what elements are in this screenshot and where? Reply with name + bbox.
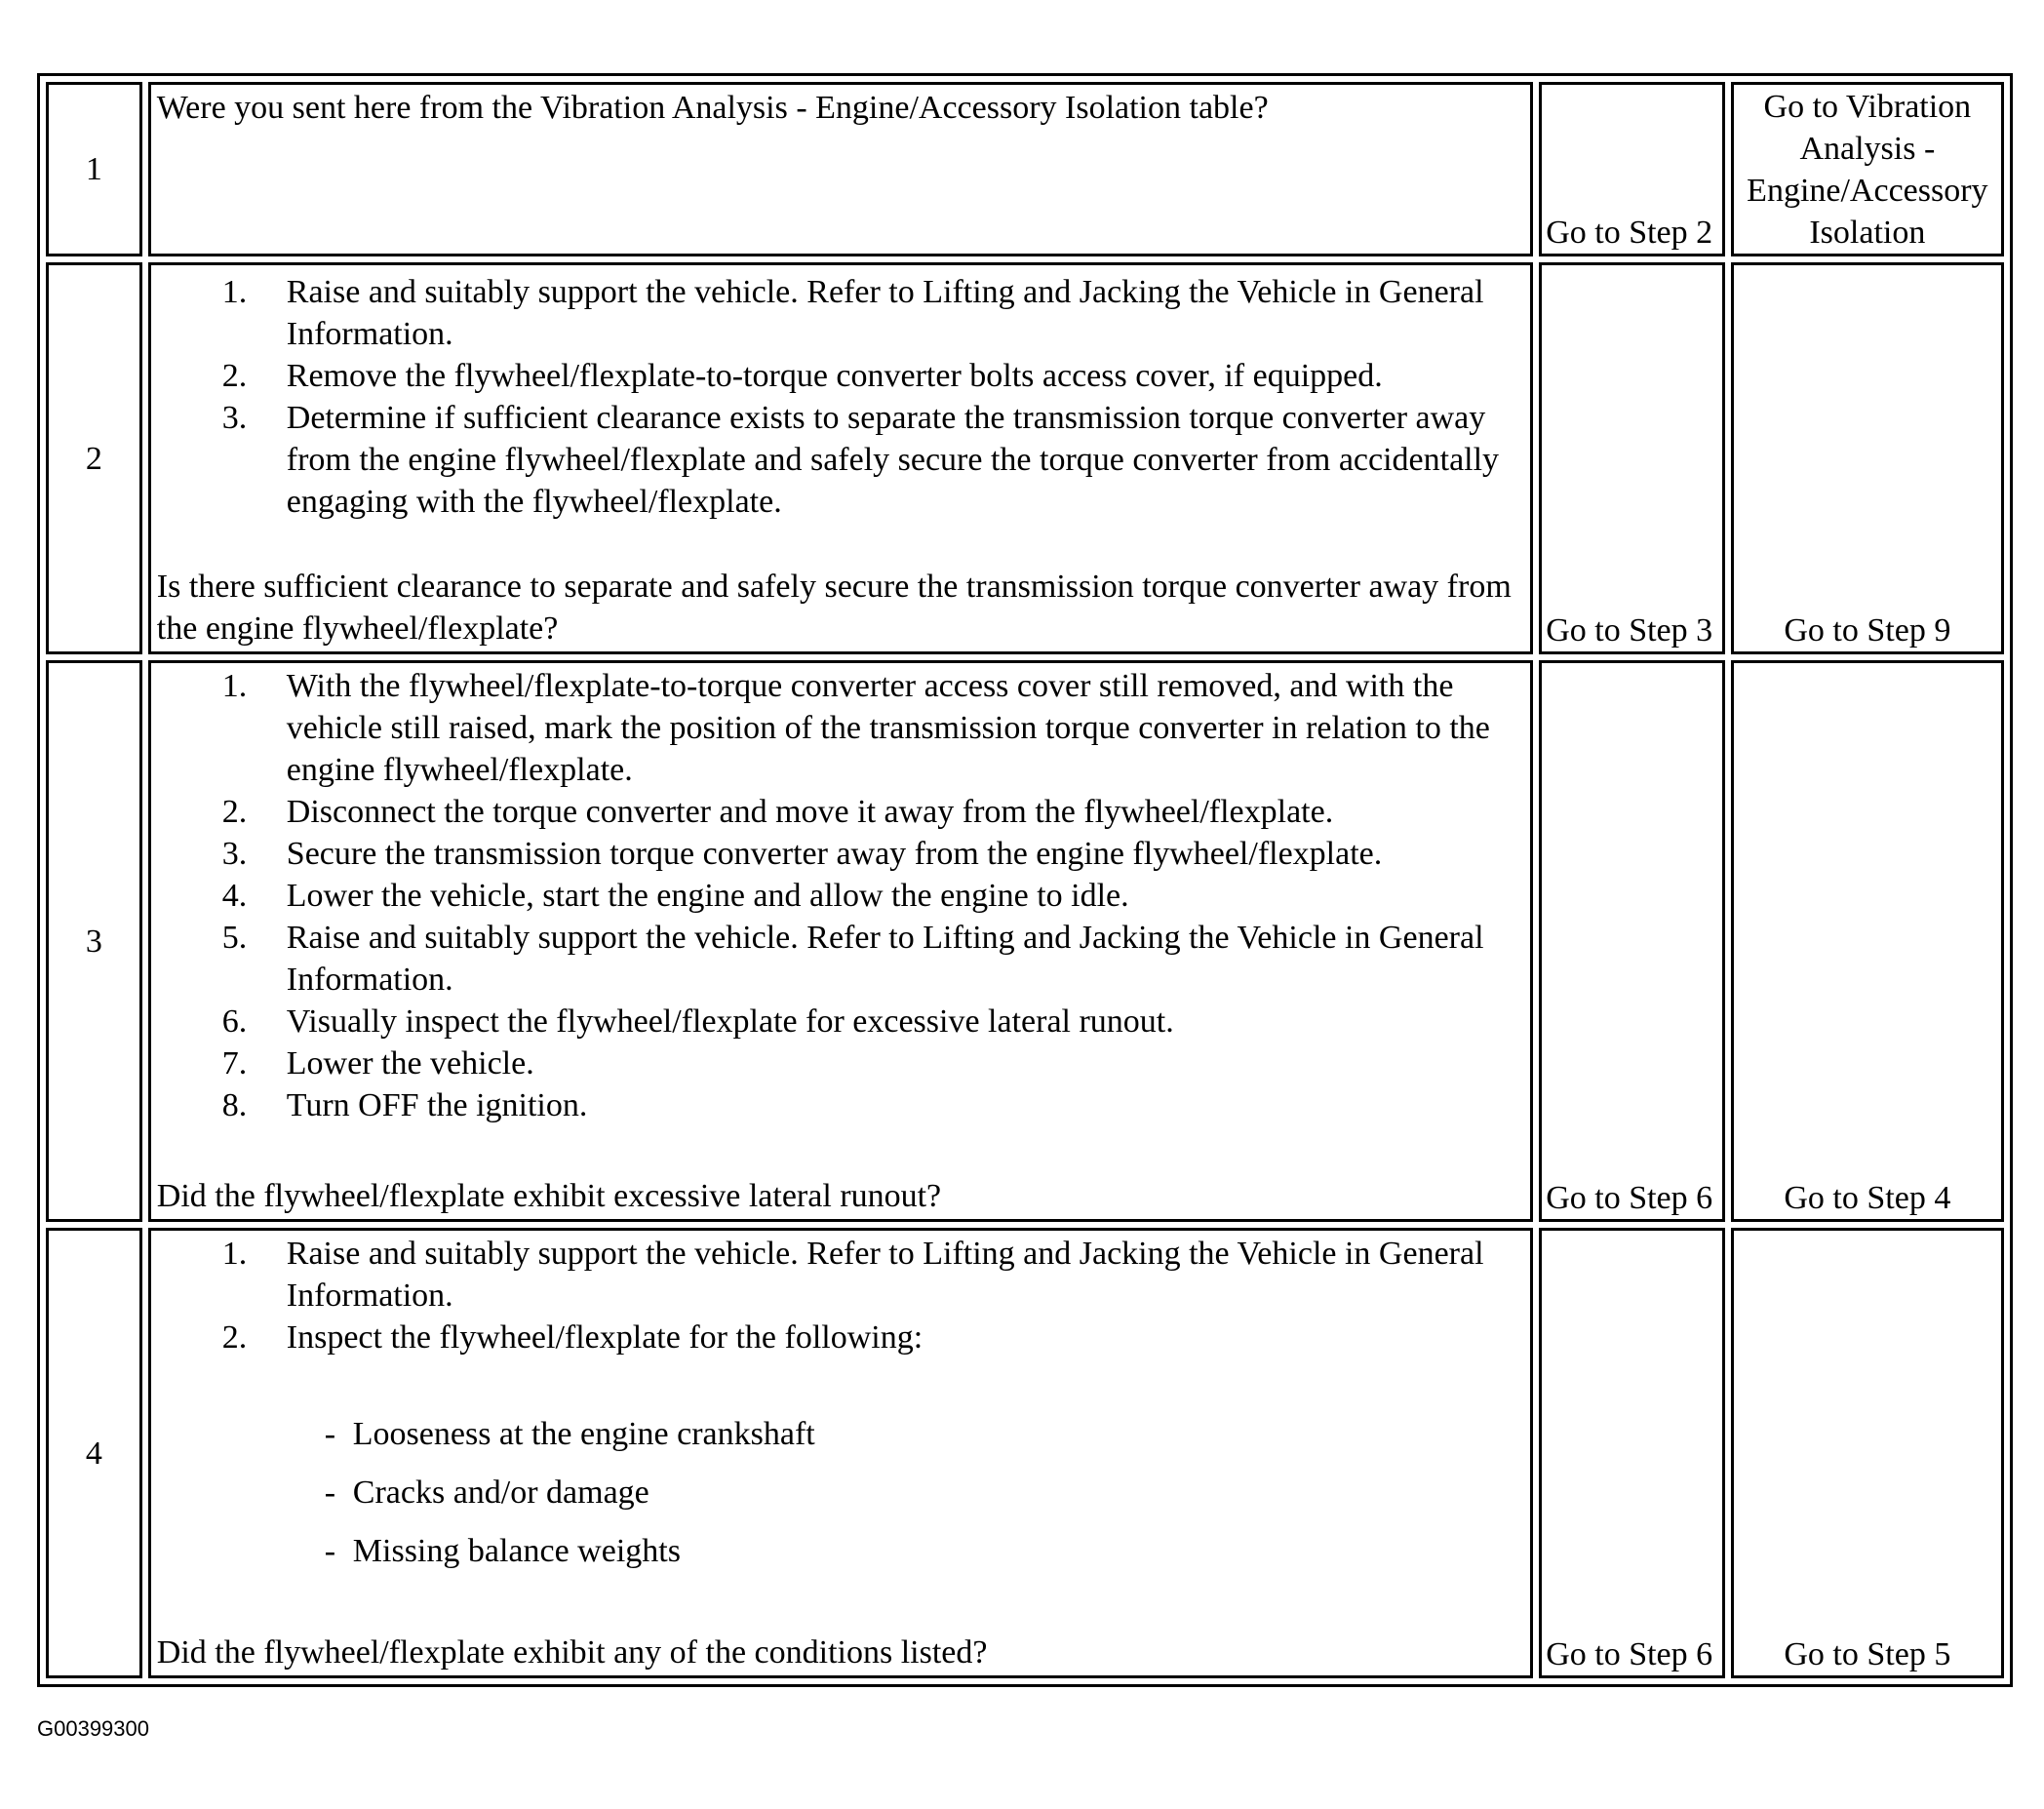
procedure-text: Determine if sufficient clearance exists to separate the transmission torque converter away from the engine flywheel/flexplate and safely secure the torque converter from accidentally engaging with the flywheel/flexplate. bbox=[286, 400, 1500, 520]
procedure-item: 1. With the flywheel/flexplate-to-torque converter access cover still removed, and with the vehicle still raised, mark the position of the transmission torque converter in relation to the engine flywheel/flexplate. bbox=[221, 668, 1490, 788]
action-cell bbox=[148, 262, 1533, 654]
no-cell: Go to Step 5 bbox=[1731, 1228, 2004, 1678]
procedure-text: Disconnect the torque converter and move it away from the flywheel/flexplate. bbox=[286, 794, 1334, 830]
condition-text: Cracks and/or damage bbox=[352, 1475, 649, 1511]
question-text: Is there sufficient clearance to separate and safely secure the transmission torque converter away from the engine flywheel/flexplate? bbox=[156, 569, 1512, 647]
procedure-item: 8. Turn OFF the ignition. bbox=[221, 1087, 588, 1123]
question-text: Did the flywheel/flexplate exhibit excessive lateral runout? bbox=[156, 1178, 942, 1214]
procedure-item: 1. Raise and suitably support the vehicle. Refer to Lifting and Jacking the Vehicle in General Information. bbox=[221, 1236, 1484, 1314]
procedure-item: 7. Lower the vehicle. bbox=[221, 1045, 534, 1081]
table-row bbox=[46, 660, 2004, 1222]
no-cell: Go to Vibration Analysis - Engine/Accessory Isolation bbox=[1731, 82, 2004, 256]
condition-text: Looseness at the engine crankshaft bbox=[352, 1416, 815, 1452]
condition-item: - Looseness at the engine crankshaft bbox=[324, 1416, 815, 1452]
yes-cell: Go to Step 3 bbox=[1539, 262, 1725, 654]
condition-item: - Cracks and/or damage bbox=[324, 1475, 649, 1511]
diagnostic-table bbox=[37, 73, 2013, 1687]
procedure-item: 2. Disconnect the torque converter and move it away from the flywheel/flexplate. bbox=[221, 794, 1334, 830]
procedure-item: 1. Raise and suitably support the vehicle. Refer to Lifting and Jacking the Vehicle in General Information. bbox=[221, 274, 1484, 352]
yes-cell: Go to Step 2 bbox=[1539, 82, 1725, 256]
step-number: 2 bbox=[46, 262, 142, 654]
procedure-list bbox=[157, 271, 1524, 523]
yes-cell: Go to Step 6 bbox=[1539, 1228, 1725, 1678]
procedure-list bbox=[157, 665, 1524, 1126]
procedure-list bbox=[157, 1233, 1524, 1358]
table-row bbox=[46, 1228, 2004, 1678]
procedure-item: 4. Lower the vehicle, start the engine and allow the engine to idle. bbox=[221, 878, 1129, 914]
condition-item: - Missing balance weights bbox=[324, 1533, 681, 1569]
procedure-item: 3. Determine if sufficient clearance exists to separate the transmission torque converter away from the engine flywheel/flexplate and safely secure the torque converter from accidentally engaging with the flywheel/flexplate. bbox=[221, 400, 1500, 520]
condition-list bbox=[157, 1405, 1524, 1581]
procedure-text: Raise and suitably support the vehicle. Refer to Lifting and Jacking the Vehicle in General Information. bbox=[286, 274, 1484, 352]
procedure-text: Lower the vehicle. bbox=[286, 1045, 534, 1081]
procedure-item: 5. Raise and suitably support the vehicle. Refer to Lifting and Jacking the Vehicle in General Information. bbox=[221, 920, 1484, 998]
yes-cell: Go to Step 6 bbox=[1539, 660, 1725, 1222]
figure-code: G00399300 bbox=[37, 1716, 149, 1741]
procedure-text: Visually inspect the flywheel/flexplate for excessive lateral runout. bbox=[286, 1003, 1174, 1040]
step-number: 4 bbox=[46, 1228, 142, 1678]
question-text: Were you sent here from the Vibration Analysis - Engine/Accessory Isolation table? bbox=[156, 90, 1269, 126]
procedure-text: Turn OFF the ignition. bbox=[286, 1087, 588, 1123]
step-number: 3 bbox=[46, 660, 142, 1222]
action-cell bbox=[148, 660, 1533, 1222]
action-cell bbox=[148, 82, 1533, 256]
procedure-item: 2. Remove the flywheel/flexplate-to-torque converter bolts access cover, if equipped. bbox=[221, 358, 1383, 394]
spacer bbox=[157, 1581, 1524, 1632]
procedure-text: Remove the flywheel/flexplate-to-torque converter bolts access cover, if equipped. bbox=[286, 358, 1383, 394]
procedure-item: 2. Inspect the flywheel/flexplate for the following: bbox=[221, 1319, 924, 1356]
procedure-item: 6. Visually inspect the flywheel/flexplate for excessive lateral runout. bbox=[221, 1003, 1174, 1040]
spacer bbox=[157, 1126, 1524, 1175]
table-row bbox=[46, 262, 2004, 654]
procedure-text: Inspect the flywheel/flexplate for the following: bbox=[286, 1319, 924, 1356]
procedure-item: 3. Secure the transmission torque converter away from the engine flywheel/flexplate. bbox=[221, 836, 1383, 872]
action-cell bbox=[148, 1228, 1533, 1678]
procedure-text: Secure the transmission torque converter away from the engine flywheel/flexplate. bbox=[286, 836, 1383, 872]
procedure-text: Lower the vehicle, start the engine and allow the engine to idle. bbox=[286, 878, 1129, 914]
spacer bbox=[157, 523, 1524, 566]
no-cell: Go to Step 4 bbox=[1731, 660, 2004, 1222]
procedure-text: Raise and suitably support the vehicle. Refer to Lifting and Jacking the Vehicle in General Information. bbox=[286, 920, 1484, 998]
procedure-text: With the flywheel/flexplate-to-torque converter access cover still removed, and with the vehicle still raised, mark the position of the transmission torque converter in relation to the engine flywheel/flexplate. bbox=[286, 668, 1490, 788]
question-text: Did the flywheel/flexplate exhibit any of the conditions listed? bbox=[156, 1634, 988, 1671]
no-cell: Go to Step 9 bbox=[1731, 262, 2004, 654]
step-number: 1 bbox=[46, 82, 142, 256]
table-row bbox=[46, 82, 2004, 256]
spacer bbox=[157, 1358, 1524, 1405]
procedure-text: Raise and suitably support the vehicle. Refer to Lifting and Jacking the Vehicle in General Information. bbox=[286, 1236, 1484, 1314]
condition-text: Missing balance weights bbox=[352, 1533, 681, 1569]
